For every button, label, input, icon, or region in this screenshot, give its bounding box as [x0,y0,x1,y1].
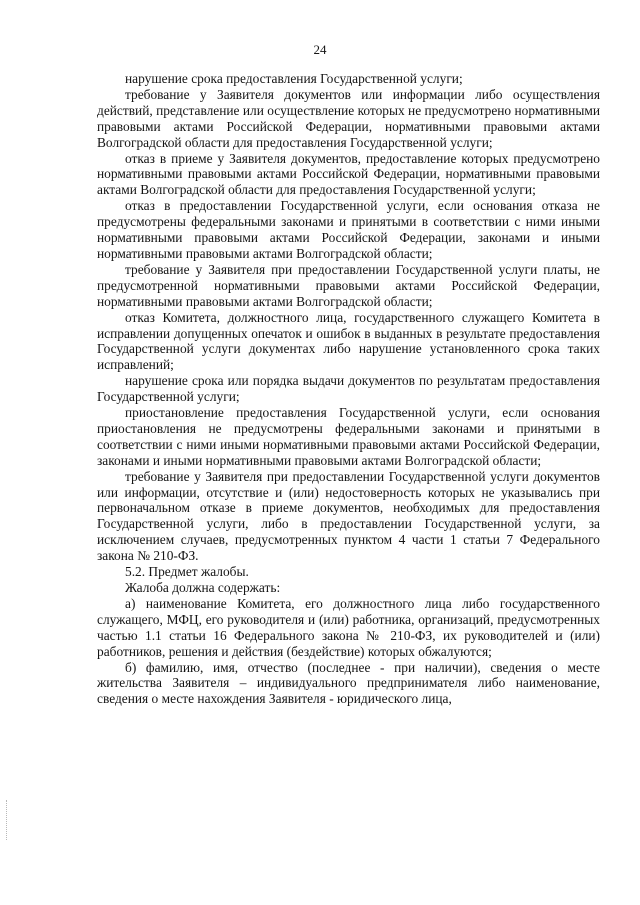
paragraph-complaint-contents: Жалоба должна содержать: [125,580,281,595]
paragraph-refusal-correct-errors: отказ Комитета, должностного лица, государственного служащего Комитета в исправлении допущенных опечаток и ошибок в выданных в результате предоставления Государственной услуги документах либо нарушение установленного срока таких исправлений; [97,309,600,373]
page-number: 24 [313,42,327,57]
paragraph-violation-issuance: нарушение срока или порядка выдачи документов по результатам предоставления Государственной услуги; [97,373,600,405]
paragraph-suspension: приостановление предоставления Государственной услуги, если основания приостановления не предусмотрены федеральными законами и принятыми в соответствии с ними иными нормативными правовыми актами Российской Федерации, законами и иными нормативными правовыми актами Волгоградской области; [97,405,600,468]
paragraph-unlawful-document-demand: требование у Заявителя документов или информации либо осуществления действий, представление или осуществление которых не предусмотрено нормативными правовыми актами Российской Федерации, нормативными правовыми актами Волгоградской области для предоставления Государственной услуги; [97,86,600,150]
paragraph-refusal-accept-documents: отказ в приеме у Заявителя документов, предоставление которых предусмотрено нормативными правовыми актами Российской Федерации, нормативными правовыми актами Волгоградской области для предоставления Государственной услуги; [97,150,600,198]
scan-margin-mark [6,800,11,840]
paragraph-refusal-service: отказ в предоставлении Государственной услуги, если основания отказа не предусмотрены федеральными законами и принятыми в соответствии с ними иными нормативными правовыми актами Российской Федерации, законами и иными нормативными правовыми актами Волгоградской области; [97,198,600,261]
paragraph-unlawful-fee: требование у Заявителя при предоставлении Государственной услуги платы, не предусмотренной нормативными правовыми актами Российской Федерации, нормативными правовыми актами Волгоградской области; [97,261,600,309]
paragraph-unlisted-documents: требование у Заявителя при предоставлении Государственной услуги документов или информации, отсутствие и (или) недостоверность которых не указывались при первоначальном отказе в приеме документов, необходимых для предоставления Государственной услуги, либо в предоставлении Государственной услуги, за исключением случаев, предусмотренных пунктом 4 части 1 статьи 7 Федерального закона № 210-ФЗ. [97,468,600,564]
document-body [97,71,600,707]
paragraph-violation-deadline: нарушение срока предоставления Государственной услуги; [125,71,463,86]
section-heading-complaint-subject: 5.2. Предмет жалобы. [125,564,249,580]
list-item-b: б) фамилию, имя, отчество (последнее - при наличии), сведения о месте жительства Заявителя – индивидуального предпринимателя либо наименование, сведения о месте нахождения Заявителя - юридического лица, [97,659,600,707]
list-item-a: а) наименование Комитета, его должностного лица либо государственного служащего, МФЦ, его руководителя и (или) работника, организаций, предусмотренных частью 1.1 статьи 16 Федерального закона № 210-ФЗ, их руководителей и (или) работников, решения и действия (бездействие) которых обжалуются; [97,595,600,659]
